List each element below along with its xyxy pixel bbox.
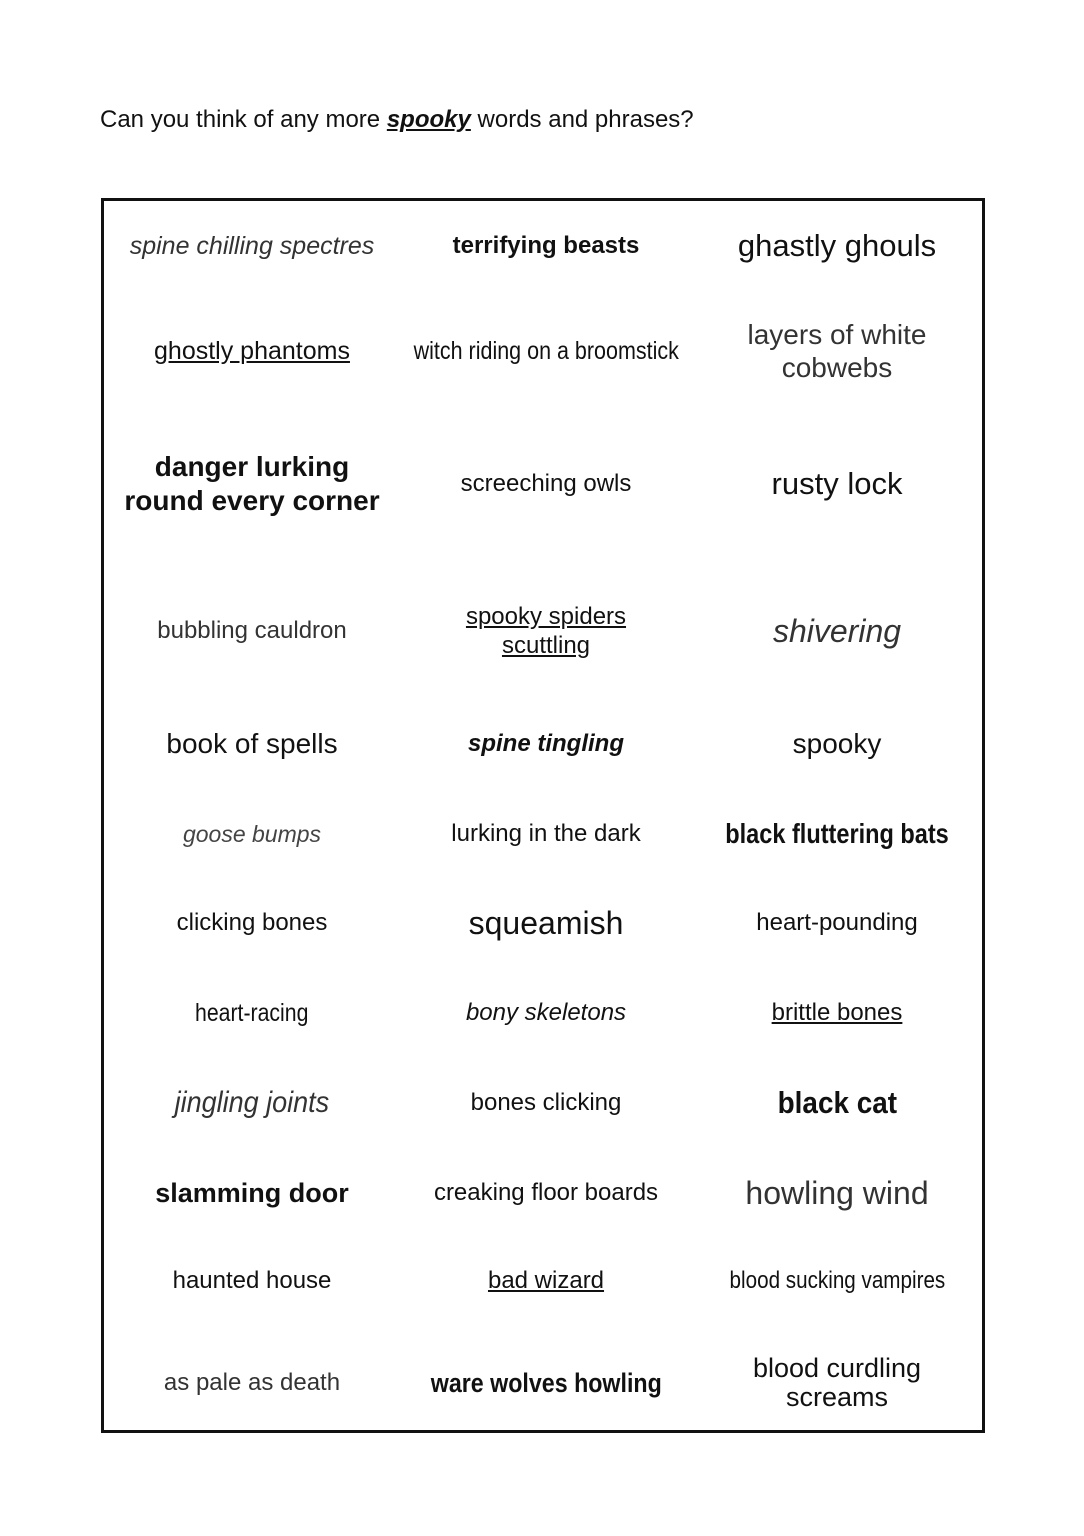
- word-text: bones clicking: [470, 1089, 622, 1116]
- word-cell: [104, 301, 400, 401]
- word-cell: [104, 1149, 400, 1237]
- word-text: black cat: [777, 1085, 897, 1120]
- word-cell: [400, 701, 692, 787]
- word-text: haunted house: [172, 1267, 332, 1294]
- word-cell: [104, 201, 400, 291]
- word-text: terrifying beasts: [452, 232, 640, 259]
- word-text: ware wolves howling: [430, 1367, 662, 1398]
- word-text: rusty lock: [771, 466, 903, 501]
- word-text: blood curdling screams: [752, 1353, 922, 1412]
- table-row: [104, 1335, 982, 1431]
- word-cell: [104, 581, 400, 681]
- word-cell: [400, 881, 692, 965]
- word-text: howling wind: [745, 1174, 929, 1211]
- table-row: [104, 881, 982, 965]
- word-cell: [400, 971, 692, 1055]
- word-text: spooky: [792, 728, 882, 759]
- word-text: ghastly ghouls: [737, 228, 937, 263]
- word-cell: [104, 971, 400, 1055]
- word-text: shivering: [772, 612, 902, 649]
- table-row: [104, 201, 982, 291]
- word-text: creaking floor boards: [433, 1179, 659, 1206]
- prompt-keyword: spooky: [386, 106, 471, 133]
- spooky-words-table: [101, 198, 985, 1433]
- word-text: screeching owls: [460, 470, 632, 497]
- word-text: brittle bones: [771, 999, 903, 1026]
- word-text: lurking in the dark: [451, 820, 641, 847]
- word-text: book of spells: [166, 728, 338, 759]
- word-text: spooky spiders scuttling: [465, 603, 627, 659]
- word-cell: [692, 301, 982, 401]
- word-cell: [104, 1059, 400, 1147]
- word-cell: [104, 429, 400, 539]
- word-text: heart-pounding: [756, 909, 918, 936]
- table-row: [104, 581, 982, 681]
- table-row: [104, 701, 982, 787]
- word-text: black fluttering bats: [725, 818, 949, 849]
- word-text: goose bumps: [182, 820, 322, 847]
- word-text: heart-racing: [195, 998, 309, 1027]
- word-text: jingling joints: [174, 1086, 330, 1119]
- word-cell: [400, 1237, 692, 1325]
- word-text: layers of white cobwebs: [747, 319, 927, 383]
- prompt-text-after: words and phrases?: [470, 106, 694, 133]
- word-cell: [104, 1237, 400, 1325]
- word-cell: [692, 581, 982, 681]
- word-cell: [692, 881, 982, 965]
- table-row: [104, 793, 982, 875]
- word-text: clicking bones: [176, 909, 328, 936]
- word-cell: [692, 1149, 982, 1237]
- word-text: as pale as death: [163, 1369, 341, 1396]
- word-cell: [400, 429, 692, 539]
- word-cell: [104, 1335, 400, 1431]
- word-text: bony skeletons: [465, 999, 627, 1026]
- word-cell: [400, 1059, 692, 1147]
- word-text: slamming door: [155, 1177, 349, 1208]
- word-text: squeamish: [468, 904, 624, 941]
- prompt-text-before: Can you think of any more: [100, 106, 387, 133]
- word-cell: [692, 793, 982, 875]
- worksheet-prompt: [100, 104, 694, 136]
- word-text: spine chilling spectres: [129, 231, 375, 260]
- word-text: danger lurking round every corner: [124, 451, 380, 516]
- word-cell: [400, 581, 692, 681]
- table-row: [104, 1059, 982, 1147]
- word-text: bad wizard: [487, 1267, 605, 1294]
- table-row: [104, 1149, 982, 1237]
- word-text: witch riding on a broomstick: [413, 336, 679, 365]
- word-cell: [692, 971, 982, 1055]
- word-cell: [104, 793, 400, 875]
- word-text: spine tingling: [468, 730, 624, 757]
- table-row: [104, 1237, 982, 1325]
- word-text: bubbling cauldron: [157, 617, 347, 644]
- word-cell: [692, 1335, 982, 1431]
- word-cell: [400, 1335, 692, 1431]
- word-text: ghostly phantoms: [154, 336, 350, 365]
- table-row: [104, 971, 982, 1055]
- word-cell: [692, 701, 982, 787]
- word-cell: [692, 1059, 982, 1147]
- word-cell: [692, 429, 982, 539]
- word-cell: [692, 1237, 982, 1325]
- word-cell: [400, 1149, 692, 1237]
- word-cell: [692, 201, 982, 291]
- word-cell: [104, 701, 400, 787]
- word-cell: [400, 201, 692, 291]
- table-row: [104, 429, 982, 539]
- word-text: blood sucking vampires: [729, 1267, 945, 1294]
- word-cell: [104, 881, 400, 965]
- table-row: [104, 301, 982, 401]
- word-cell: [400, 793, 692, 875]
- word-cell: [400, 301, 692, 401]
